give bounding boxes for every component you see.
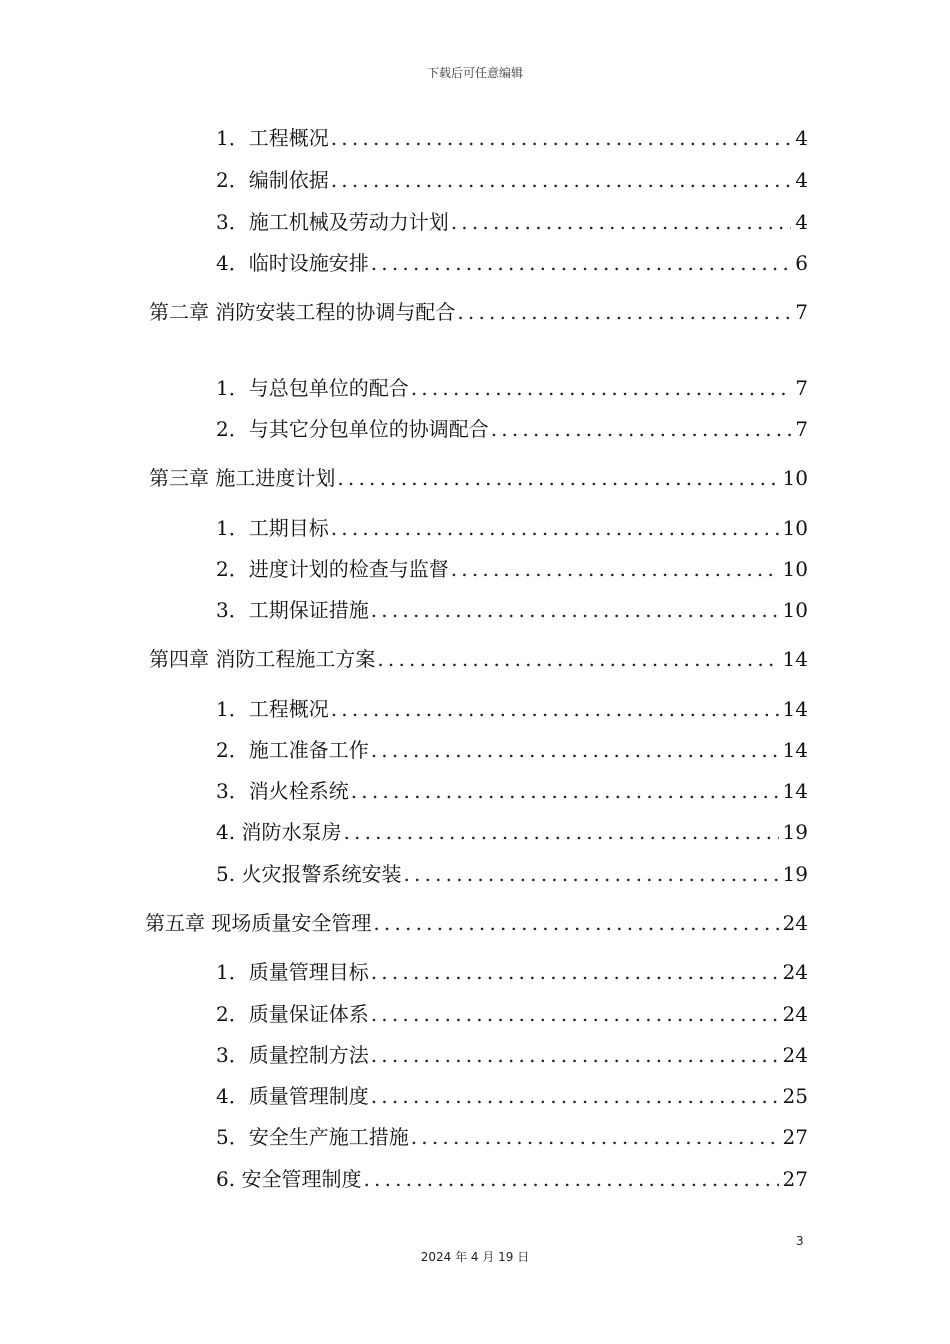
toc-entry-page: 10: [782, 466, 808, 490]
toc-chapter-entry[interactable]: [149, 298, 808, 326]
dot-leader: [363, 1165, 778, 1193]
toc-entry[interactable]: [216, 1123, 808, 1151]
toc-entry-title: 3．工期保证措施: [216, 598, 369, 622]
toc-entry-title: 5．安全生产施工措施: [216, 1125, 409, 1149]
toc-entry[interactable]: [216, 958, 808, 986]
toc-entry-page: 6: [795, 251, 808, 275]
toc-entry[interactable]: [216, 695, 808, 723]
dot-leader: [491, 415, 792, 443]
toc-entry-page: 7: [795, 300, 808, 324]
toc-entry-title: 1．质量管理目标: [216, 960, 369, 984]
toc-entry-page: 10: [782, 516, 808, 540]
toc-entry[interactable]: [216, 596, 808, 624]
toc-entry-page: 10: [782, 598, 808, 622]
dot-leader: [343, 818, 778, 846]
dot-leader: [371, 249, 792, 277]
toc-entry-title: 5. 火灾报警系统安装: [216, 862, 402, 886]
dot-leader: [371, 958, 779, 986]
toc-entry[interactable]: [216, 555, 808, 583]
dot-leader: [337, 464, 778, 492]
toc-entry-page: 27: [782, 1167, 808, 1191]
toc-entry-page: 7: [795, 376, 808, 400]
toc-entry-page: 4: [795, 210, 808, 234]
toc-entry-page: 25: [782, 1084, 808, 1108]
toc-entry[interactable]: [216, 818, 808, 846]
toc-entry-title: 6. 安全管理制度: [216, 1167, 362, 1191]
toc-entry-title: 2．质量保证体系: [216, 1002, 369, 1026]
dot-leader: [371, 1041, 779, 1069]
toc-entry-title: 第三章 施工进度计划: [149, 466, 336, 490]
toc-entry-title: 3．施工机械及劳动力计划: [216, 210, 449, 234]
toc-entry-title: 3．质量控制方法: [216, 1043, 369, 1067]
toc-entry-title: 第五章 现场质量安全管理: [145, 911, 372, 935]
dot-leader: [403, 860, 778, 888]
toc-entry-title: 3．消火栓系统: [216, 779, 349, 803]
toc-entry-title: 2．与其它分包单位的协调配合: [216, 417, 489, 441]
toc-entry[interactable]: [216, 208, 808, 236]
toc-entry-page: 7: [795, 417, 808, 441]
toc-entry-title: 4．临时设施安排: [216, 251, 369, 275]
toc-entry-page: 14: [782, 779, 808, 803]
dot-leader: [331, 166, 792, 194]
dot-leader: [411, 1123, 779, 1151]
toc-entry-page: 14: [782, 697, 808, 721]
dot-leader: [331, 124, 792, 152]
toc-entry-title: 第四章 消防工程施工方案: [149, 647, 376, 671]
toc-entry[interactable]: [216, 249, 808, 277]
toc-entry[interactable]: [216, 736, 808, 764]
dot-leader: [371, 1000, 779, 1028]
toc-entry[interactable]: [216, 124, 808, 152]
toc-entry-title: 1．工程概况: [216, 126, 329, 150]
dot-leader: [371, 1082, 779, 1110]
toc-entry-page: 14: [782, 738, 808, 762]
toc-entry[interactable]: [216, 514, 808, 542]
toc-entry[interactable]: [216, 860, 808, 888]
dot-leader: [373, 909, 778, 937]
toc-entry-title: 1．工期目标: [216, 516, 329, 540]
toc-entry-title: 2．编制依据: [216, 168, 329, 192]
dot-leader: [351, 777, 779, 805]
toc-chapter-entry[interactable]: [149, 464, 808, 492]
toc-entry[interactable]: [216, 777, 808, 805]
toc-entry-page: 24: [782, 1043, 808, 1067]
toc-entry-page: 4: [795, 168, 808, 192]
toc-entry-title: 1．工程概况: [216, 697, 329, 721]
dot-leader: [331, 695, 779, 723]
page-header: 下载后可任意编辑: [426, 66, 523, 80]
dot-leader: [411, 374, 792, 402]
toc-entry-page: 14: [782, 647, 808, 671]
page-number: 3: [796, 1234, 804, 1248]
toc-entry-title: 4．质量管理制度: [216, 1084, 369, 1108]
toc-entry[interactable]: [216, 374, 808, 402]
dot-leader: [377, 645, 778, 673]
toc-entry-title: 1．与总包单位的配合: [216, 376, 409, 400]
toc-entry-title: 4. 消防水泵房: [216, 820, 342, 844]
toc-entry-page: 19: [782, 820, 808, 844]
toc-entry-title: 2．进度计划的检查与监督: [216, 557, 449, 581]
dot-leader: [451, 208, 792, 236]
toc-entry[interactable]: [216, 166, 808, 194]
page-footer-date: 2024 年 4 月 19 日: [420, 1250, 530, 1264]
toc-entry-page: 24: [782, 1002, 808, 1026]
toc-chapter-entry[interactable]: [145, 909, 808, 937]
dot-leader: [371, 736, 779, 764]
toc-entry-title: 2．施工准备工作: [216, 738, 369, 762]
toc-entry[interactable]: [216, 415, 808, 443]
toc-entry-page: 10: [782, 557, 808, 581]
toc-entry-page: 27: [782, 1125, 808, 1149]
toc-entry-page: 24: [782, 911, 808, 935]
dot-leader: [457, 298, 791, 326]
toc-entry[interactable]: [216, 1165, 808, 1193]
toc-entry[interactable]: [216, 1000, 808, 1028]
toc-chapter-entry[interactable]: [149, 645, 808, 673]
toc-entry[interactable]: [216, 1041, 808, 1069]
dot-leader: [451, 555, 779, 583]
dot-leader: [371, 596, 779, 624]
dot-leader: [331, 514, 779, 542]
toc-entry-page: 4: [795, 126, 808, 150]
toc-entry-title: 第二章 消防安装工程的协调与配合: [149, 300, 456, 324]
toc-entry-page: 24: [782, 960, 808, 984]
toc-entry[interactable]: [216, 1082, 808, 1110]
toc-entry-page: 19: [782, 862, 808, 886]
